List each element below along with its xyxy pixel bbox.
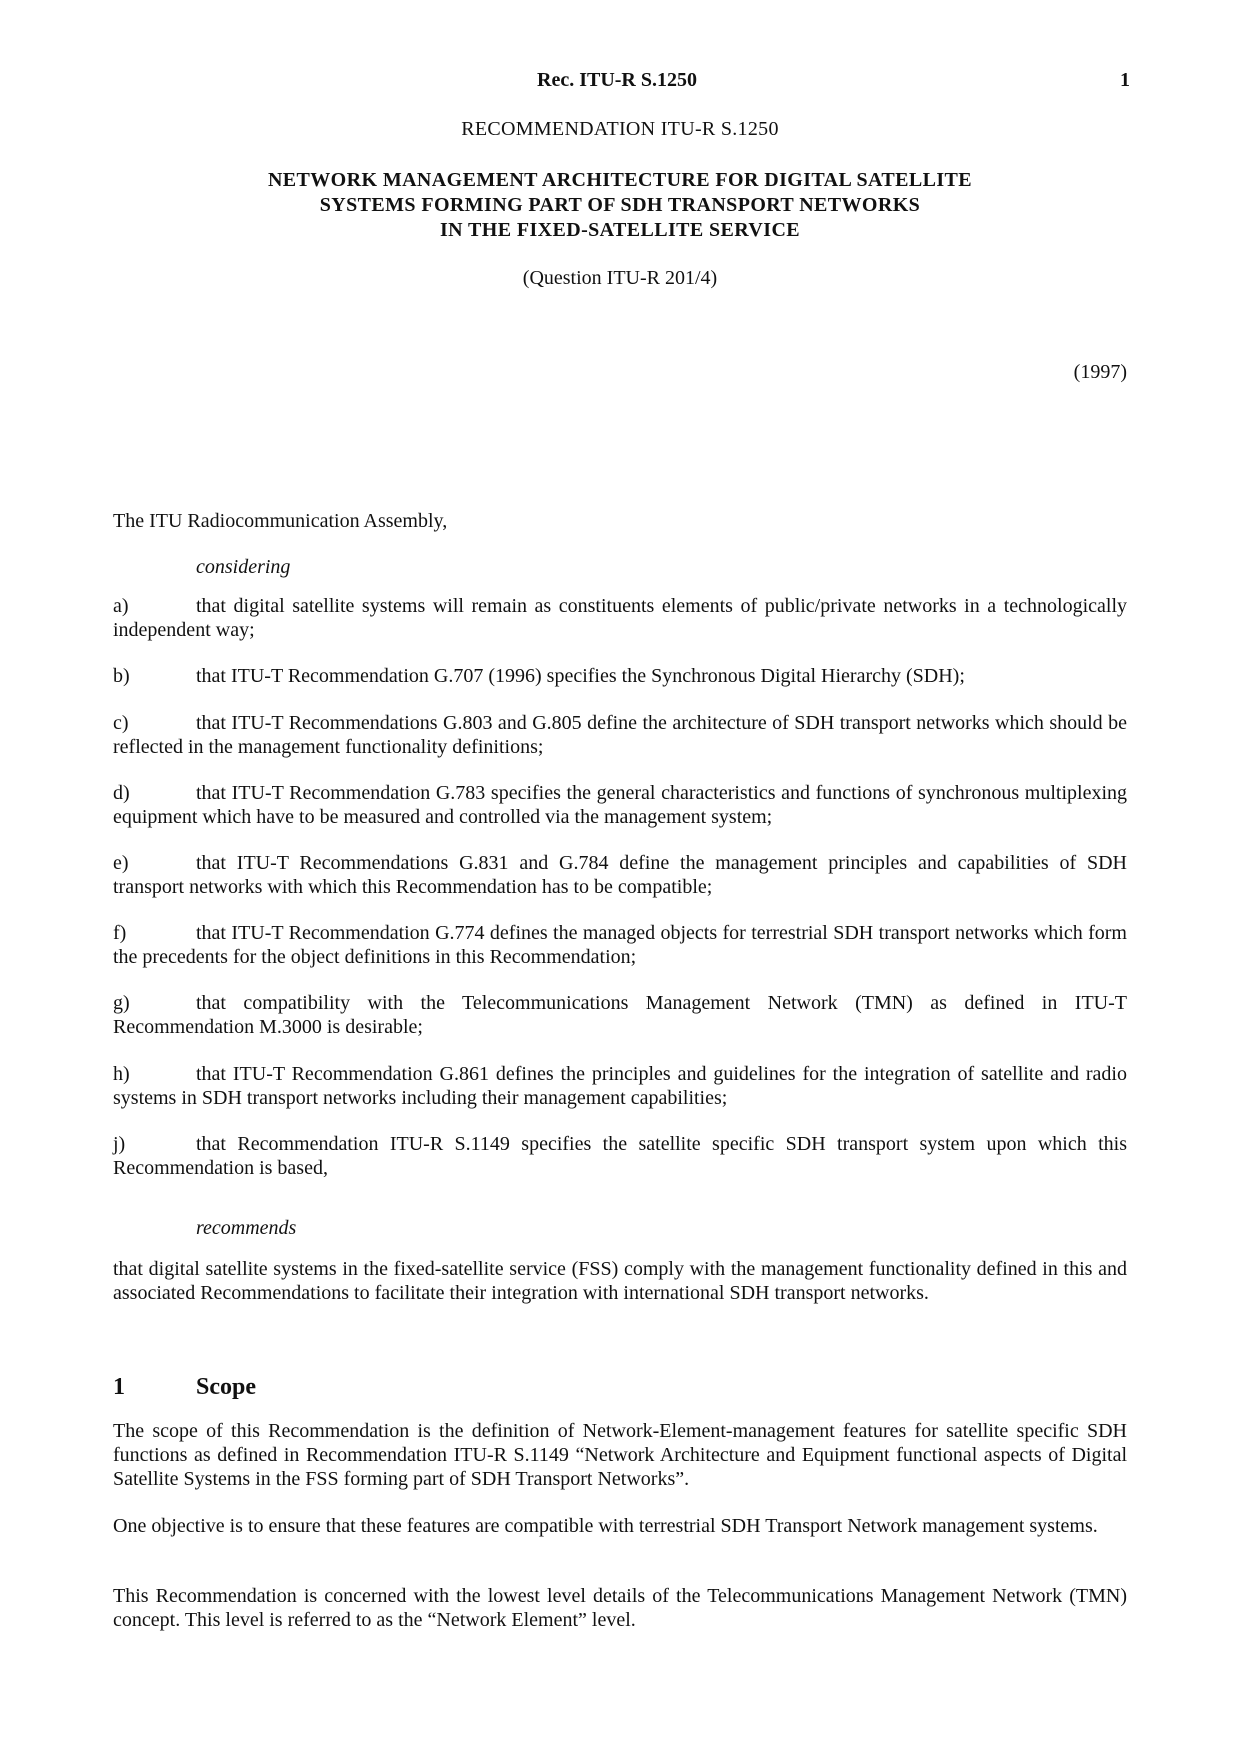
section-number: 1 <box>113 1374 125 1400</box>
publication-year: (1997) <box>1073 361 1127 383</box>
item-letter: f) <box>113 922 127 944</box>
scope-paragraph: This Recommendation is concerned with the lowest level details of the Telecommunications Management Network (TMN) concept. This level is referred to as the “Network Element” level. <box>113 1585 1127 1631</box>
document-title <box>113 168 1127 243</box>
section-heading <box>113 1373 256 1401</box>
considering-item <box>113 664 1127 688</box>
page-number: 1 <box>1120 69 1130 91</box>
recommendation-line: RECOMMENDATION ITU-R S.1250 <box>461 118 779 140</box>
item-letter: h) <box>113 1063 130 1085</box>
item-letter: e) <box>113 852 129 874</box>
considering-item <box>113 851 1127 899</box>
item-text: that ITU-T Recommendations G.831 and G.784 define the management principles and capabilities of SDH transport networks with which this Recommendation has to be compatible; <box>113 852 1127 898</box>
considering-heading: considering <box>196 556 291 578</box>
item-letter: g) <box>113 992 130 1014</box>
question-reference: (Question ITU-R 201/4) <box>522 267 718 289</box>
recommends-heading: recommends <box>196 1217 297 1239</box>
recommends-text: that digital satellite systems in the fixed-satellite service (FSS) comply with the management functionality defined in this and associated Recommendations to facilitate their integration with international SDH transport networks. <box>113 1258 1127 1304</box>
item-text: that digital satellite systems will remain as constituents elements of public/private networks in a technologically independent way; <box>113 595 1127 641</box>
item-text: that ITU-T Recommendation G.861 defines the principles and guidelines for the integration of satellite and radio systems in SDH transport networks including their management capabilities; <box>113 1063 1127 1109</box>
item-letter: b) <box>113 665 130 687</box>
considering-item <box>113 921 1127 969</box>
running-header: Rec. ITU-R S.1250 <box>537 69 697 91</box>
item-text: that ITU-T Recommendation G.774 defines the managed objects for terrestrial SDH transport networks which form the precedents for the object definitions in this Recommendation; <box>113 922 1127 968</box>
item-letter: c) <box>113 712 129 734</box>
title-line: SYSTEMS FORMING PART OF SDH TRANSPORT NETWORKS <box>319 194 921 216</box>
item-text: that compatibility with the Telecommunications Management Network (TMN) as defined in ITU-T Recommendation M.3000 is desirable; <box>113 992 1127 1038</box>
item-letter: d) <box>113 782 130 804</box>
item-text: that ITU-T Recommendations G.803 and G.805 define the architecture of SDH transport networks which should be reflected in the management functionality definitions; <box>113 712 1127 758</box>
scope-paragraph: The scope of this Recommendation is the definition of Network-Element-management features for satellite specific SDH functions as defined in Recommendation ITU-R S.1149 “Network Architecture and Equipment functional aspects of Digital Satellite Systems in the FSS forming part of SDH Transport Networks”. <box>113 1420 1127 1490</box>
considering-item <box>113 781 1127 829</box>
considering-item <box>113 1062 1127 1110</box>
title-line: IN THE FIXED-SATELLITE SERVICE <box>439 219 801 241</box>
considering-item <box>113 594 1127 642</box>
section-title: Scope <box>196 1374 256 1400</box>
scope-paragraph: One objective is to ensure that these features are compatible with terrestrial SDH Transport Network management systems. <box>113 1515 1098 1537</box>
item-letter: a) <box>113 595 129 617</box>
item-letter: j) <box>113 1133 126 1155</box>
considering-item <box>113 991 1127 1039</box>
title-line: NETWORK MANAGEMENT ARCHITECTURE FOR DIGITAL SATELLITE <box>267 169 973 191</box>
assembly-line: The ITU Radiocommunication Assembly, <box>113 510 448 532</box>
item-text: that ITU-T Recommendation G.707 (1996) specifies the Synchronous Digital Hierarchy (SDH); <box>196 665 965 687</box>
considering-item <box>113 1132 1127 1180</box>
considering-item <box>113 711 1127 759</box>
item-text: that ITU-T Recommendation G.783 specifies the general characteristics and functions of synchronous multiplexing equipment which have to be measured and controlled via the management system; <box>113 782 1127 828</box>
item-text: that Recommendation ITU-R S.1149 specifies the satellite specific SDH transport system upon which this Recommendation is based, <box>113 1133 1127 1179</box>
